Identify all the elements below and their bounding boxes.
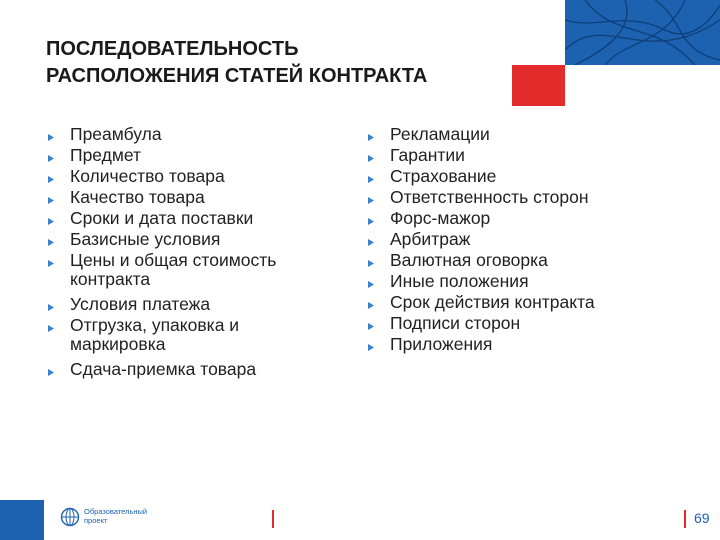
- list-item: [368, 292, 708, 313]
- square-bullet-icon: [368, 218, 375, 227]
- left-item-list: [48, 124, 348, 380]
- page-number: 69: [694, 510, 710, 526]
- square-bullet-icon: [368, 260, 375, 269]
- square-bullet-icon: [48, 325, 55, 334]
- list-item: [368, 271, 708, 292]
- list-item: [368, 208, 708, 229]
- square-bullet-icon: [368, 134, 375, 143]
- logo-text: [84, 507, 164, 525]
- header-decoration-blue: [565, 0, 720, 65]
- list-item-text: Страхование: [390, 166, 497, 186]
- list-item-text: Базисные условия: [70, 229, 221, 249]
- list-item: [48, 294, 348, 315]
- list-item-text: Ответственность сторон: [390, 187, 589, 207]
- footer-divider: [272, 510, 274, 528]
- list-item-text: Цены и общая стоимость: [70, 250, 277, 270]
- list-item: [48, 166, 348, 187]
- slide-title: [46, 36, 516, 90]
- list-item: [48, 359, 348, 380]
- square-bullet-icon: [368, 176, 375, 185]
- list-item: [368, 166, 708, 187]
- list-item: [48, 208, 348, 229]
- list-item-text: Подписи сторон: [390, 313, 521, 333]
- square-bullet-icon: [48, 218, 55, 227]
- globe-logo-icon: [60, 507, 80, 527]
- slide-title-line-2: РАСПОЛОЖЕНИЯ СТАТЕЙ КОНТРАКТА: [46, 65, 428, 87]
- list-item-text: Условия платежа: [70, 294, 211, 314]
- list-item: [368, 229, 708, 250]
- list-item: [48, 124, 348, 145]
- square-bullet-icon: [48, 260, 55, 269]
- list-item-text: Гарантии: [390, 145, 465, 165]
- list-item: [48, 187, 348, 208]
- list-item: [48, 145, 348, 166]
- list-item-text: Валютная оговорка: [390, 250, 548, 270]
- square-bullet-icon: [48, 134, 55, 143]
- page-number-divider: [684, 510, 686, 528]
- square-bullet-icon: [368, 197, 375, 206]
- list-item: [48, 250, 348, 290]
- list-item-text: Отгрузка, упаковка и: [70, 315, 240, 335]
- header-decoration-red: [512, 65, 565, 106]
- list-item-text: Качество товара: [70, 187, 205, 207]
- list-item-text-continued: контракта: [70, 269, 151, 289]
- square-bullet-icon: [368, 323, 375, 332]
- decorative-curves: [565, 0, 720, 65]
- list-item-text: Арбитраж: [390, 229, 471, 249]
- footer-decoration-blue: [0, 500, 44, 540]
- list-item: [48, 315, 348, 355]
- square-bullet-icon: [48, 369, 55, 378]
- list-item-text: Приложения: [390, 334, 493, 354]
- list-item-text: Иные положения: [390, 271, 529, 291]
- square-bullet-icon: [368, 302, 375, 311]
- list-item: [368, 124, 708, 145]
- list-item-text: Рекламации: [390, 124, 490, 144]
- list-item: [368, 187, 708, 208]
- square-bullet-icon: [368, 155, 375, 164]
- list-item-text-continued: маркировка: [70, 334, 166, 354]
- square-bullet-icon: [48, 197, 55, 206]
- square-bullet-icon: [48, 239, 55, 248]
- square-bullet-icon: [48, 304, 55, 313]
- list-item: [368, 334, 708, 355]
- square-bullet-icon: [368, 344, 375, 353]
- logo-text-line-2: проект: [84, 516, 108, 525]
- list-item-text: Форс-мажор: [390, 208, 491, 228]
- list-item-text: Сроки и дата поставки: [70, 208, 254, 228]
- list-item: [368, 250, 708, 271]
- list-item: [368, 145, 708, 166]
- list-item-text: Преамбула: [70, 124, 162, 144]
- list-item: [48, 229, 348, 250]
- list-item-text: Срок действия контракта: [390, 292, 595, 312]
- list-item: [368, 313, 708, 334]
- list-item-text: Сдача-приемка товара: [70, 359, 257, 379]
- slide-title-line-1: ПОСЛЕДОВАТЕЛЬНОСТЬ: [46, 38, 299, 60]
- square-bullet-icon: [48, 155, 55, 164]
- right-item-list: [368, 124, 708, 355]
- square-bullet-icon: [48, 176, 55, 185]
- list-item-text: Предмет: [70, 145, 142, 165]
- logo-text-line-1: Образовательный: [84, 507, 148, 516]
- list-item-text: Количество товара: [70, 166, 225, 186]
- square-bullet-icon: [368, 239, 375, 248]
- square-bullet-icon: [368, 281, 375, 290]
